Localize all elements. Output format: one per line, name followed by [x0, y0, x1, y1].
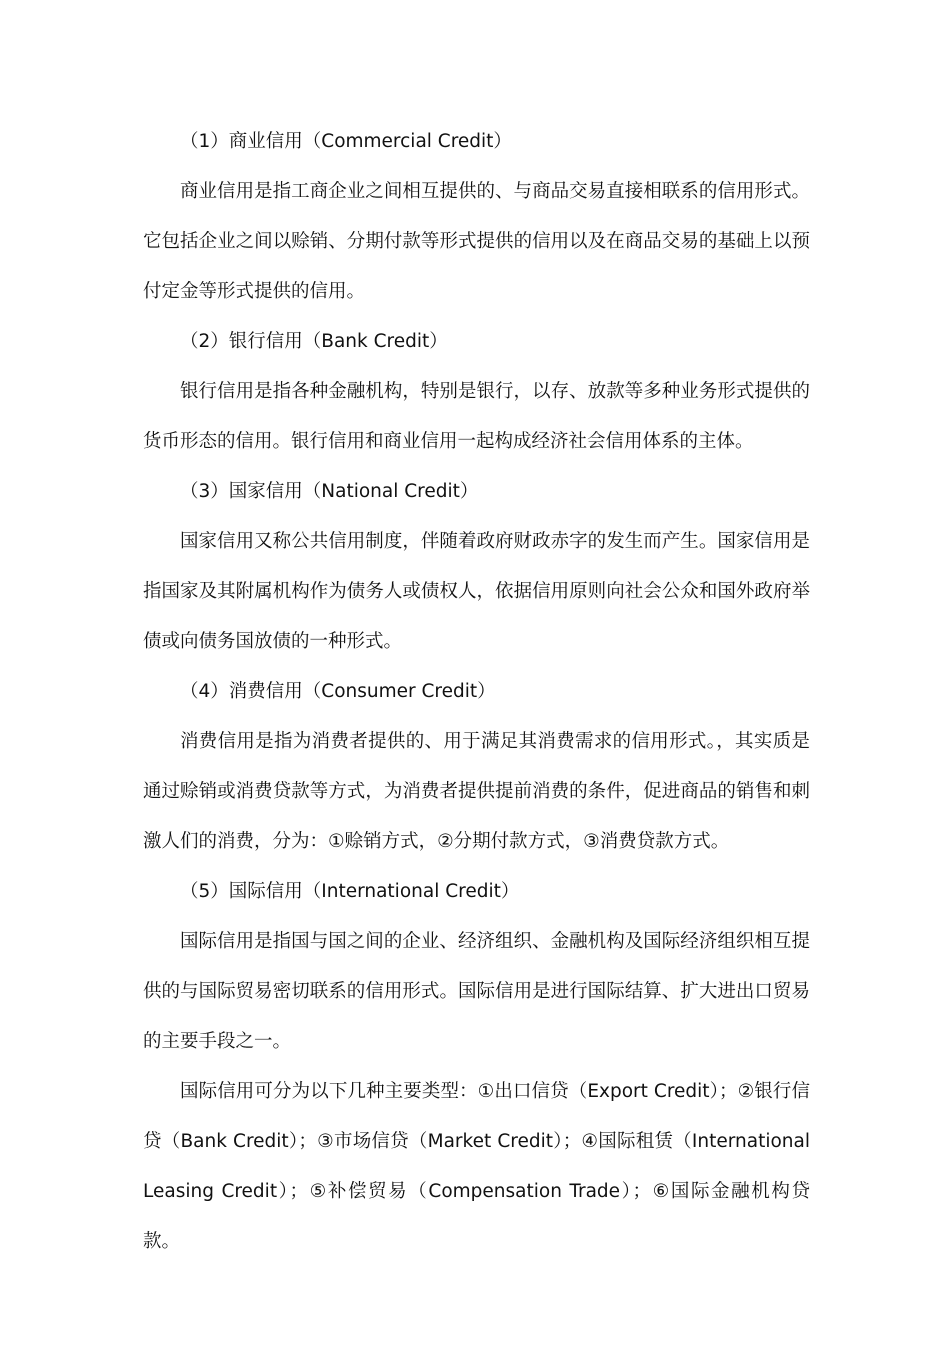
section-heading-international-credit: （5）国际信用（International Credit） — [180, 881, 520, 902]
section-heading-national-credit: （3）国家信用（National Credit） — [180, 481, 479, 502]
section-heading-commercial-credit: （1）商业信用（Commercial Credit） — [180, 131, 512, 152]
paragraph-international-credit-types: 国际信用可分为以下几种主要类型：①出口信贷（Export Credit）；②银行信贷（Bank Credit）；③市场信贷（Market Credit）；④国际租赁（International Leasing Credit）；⑤补偿贸易（Compensation Trade）；⑥国际金融机构贷款。 — [143, 1081, 810, 1252]
paragraph-international-credit: 国际信用是指国与国之间的企业、经济组织、金融机构及国际经济组织相互提供的与国际贸易密切联系的信用形式。国际信用是进行国际结算、扩大进出口贸易的主要手段之一。 — [143, 931, 810, 1052]
paragraph-national-credit: 国家信用又称公共信用制度，伴随着政府财政赤字的发生而产生。国家信用是指国家及其附属机构作为债务人或债权人，依据信用原则向社会公众和国外政府举债或向债务国放债的一种形式。 — [143, 531, 810, 652]
document-body — [143, 117, 810, 1267]
section-heading-consumer-credit: （4）消费信用（Consumer Credit） — [180, 681, 496, 702]
paragraph-bank-credit: 银行信用是指各种金融机构，特别是银行，以存、放款等多种业务形式提供的货币形态的信用。银行信用和商业信用一起构成经济社会信用体系的主体。 — [143, 381, 810, 452]
paragraph-consumer-credit: 消费信用是指为消费者提供的、用于满足其消费需求的信用形式。，其实质是通过赊销或消费贷款等方式，为消费者提供提前消费的条件，促进商品的销售和刺激人们的消费，分为：①赊销方式，②分期付款方式，③消费贷款方式。 — [143, 731, 810, 852]
section-heading-bank-credit: （2）银行信用（Bank Credit） — [180, 331, 448, 352]
paragraph-commercial-credit: 商业信用是指工商企业之间相互提供的、与商品交易直接相联系的信用形式。它包括企业之间以赊销、分期付款等形式提供的信用以及在商品交易的基础上以预付定金等形式提供的信用。 — [143, 181, 810, 302]
